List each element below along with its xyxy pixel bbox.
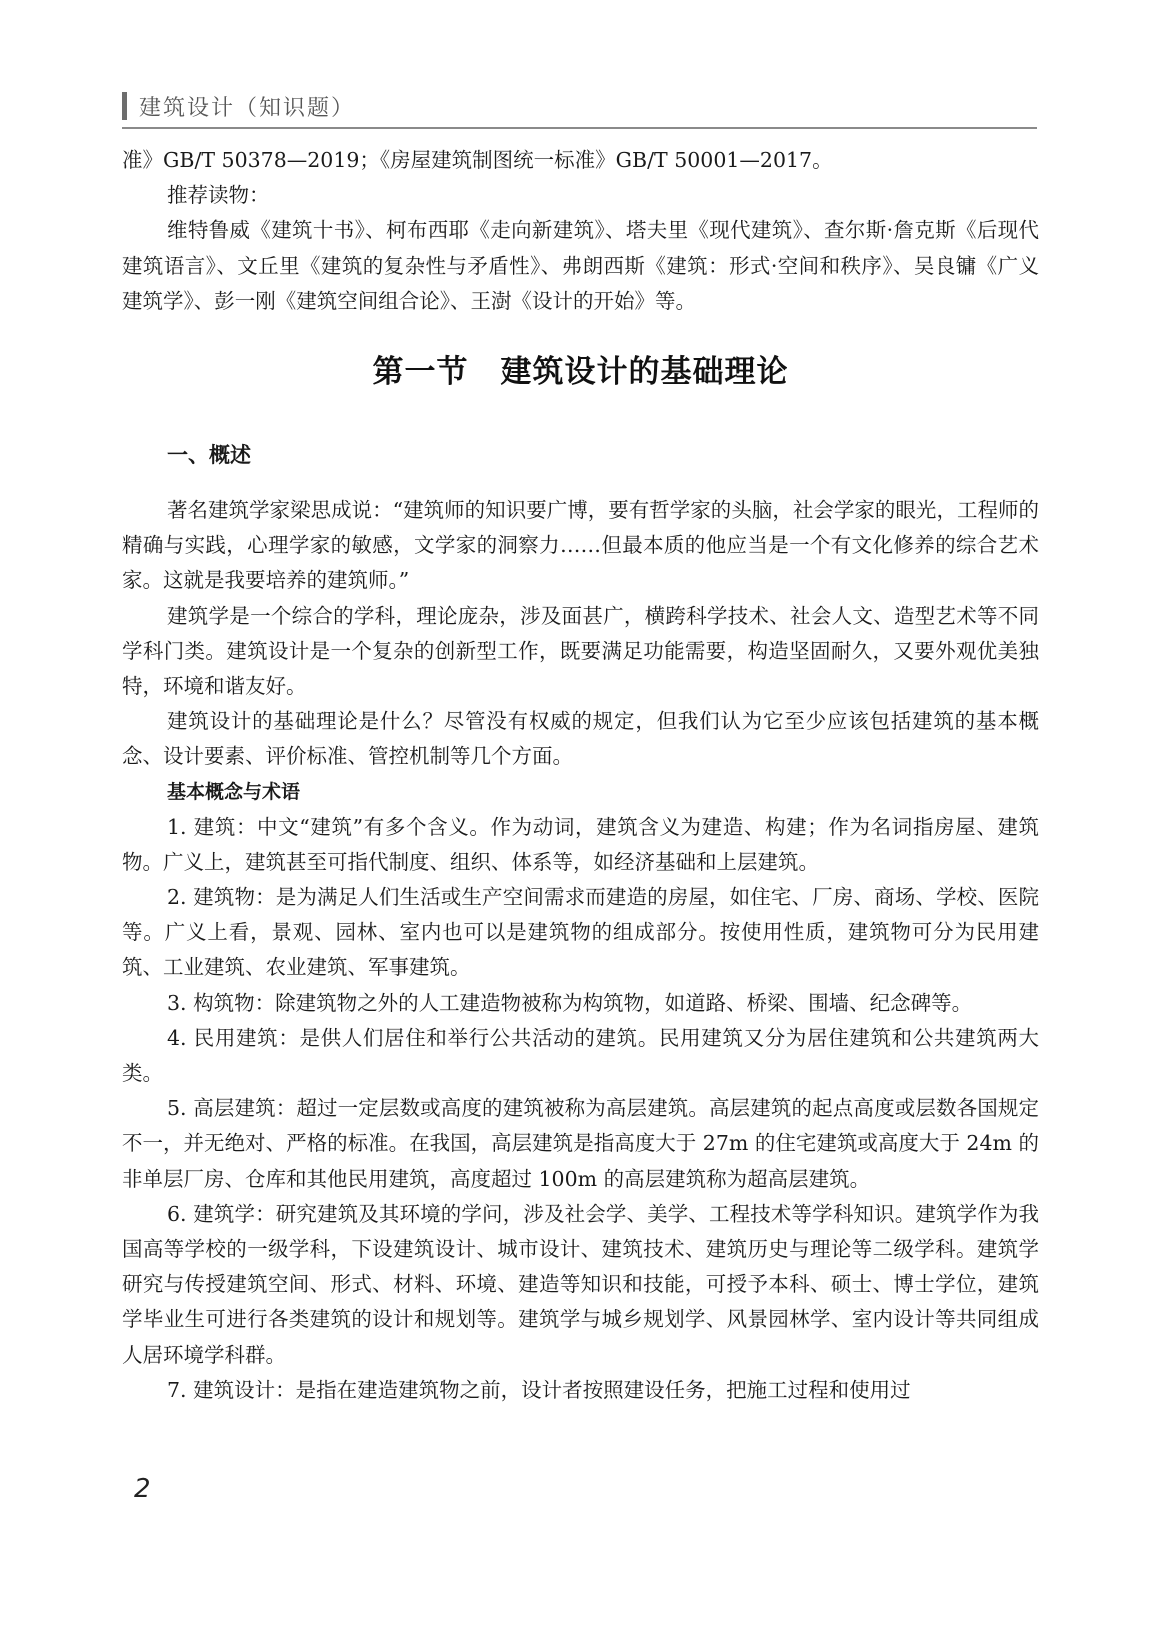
header-bar: [122, 92, 127, 120]
running-header: [122, 91, 355, 121]
overview-paragraph: 建筑设计的基础理论是什么？尽管没有权威的规定，但我们认为它至少应该包括建筑的基本概念、设计要素、评价标准、管控机制等几个方面。: [122, 709, 1039, 769]
page-content: [122, 143, 1039, 1408]
section-number: 第一节: [372, 354, 469, 391]
overview-paragraph: 建筑学是一个综合的学科，理论庞杂，涉及面甚广，横跨科学技术、社会人文、造型艺术等不同学科门类。建筑设计是一个复杂的创新型工作，既要满足功能需要，构造坚固耐久，又要外观优美独特，环境和谐友好。: [122, 603, 1039, 699]
terms-heading: 基本概念与术语: [167, 780, 301, 803]
paragraph-recommended-books: 维特鲁威《建筑十书》、柯布西耶《走向新建筑》、塔夫里《现代建筑》、查尔斯·詹克斯《后现代建筑语言》、文丘里《建筑的复杂性与矛盾性》、弗朗西斯《建筑：形式·空间和秩序》、吴良镛《广义建筑学》、彭一刚《建筑空间组合论》、王澍《设计的开始》等。: [122, 218, 1039, 313]
subsection-title: 一、概述: [167, 443, 251, 468]
section-title: [122, 347, 1039, 397]
term-item: 6. 建筑学：研究建筑及其环境的学问，涉及社会学、美学、工程技术等学科知识。建筑学作为我国高等学校的一级学科，下设建筑设计、城市设计、建筑技术、建筑历史与理论等二级学科。建筑学研究与传授建筑空间、形式、材料、环境、建造等知识和技能，可授予本科、硕士、博士学位，建筑学毕业生可进行各类建筑的设计和规划等。建筑学与城乡规划学、风景园林学、室内设计等共同组成人居环境学科群。: [122, 1201, 1039, 1367]
header-title: 建筑设计（知识题）: [139, 95, 356, 121]
page-number: 2: [134, 1474, 151, 1504]
term-item: 4. 民用建筑：是供人们居住和举行公共活动的建筑。民用建筑又分为居住建筑和公共建筑两大类。: [122, 1025, 1039, 1086]
term-item: 3. 构筑物：除建筑物之外的人工建造物被称为构筑物，如道路、桥梁、围墙、纪念碑等。: [167, 990, 973, 1015]
term-item: 2. 建筑物：是为满足人们生活或生产空间需求而建造的房屋，如住宅、厂房、商场、学校、医院等。广义上看，景观、园林、室内也可以是建筑物的组成部分。按使用性质，建筑物可分为民用建筑、工业建筑、农业建筑、军事建筑。: [122, 885, 1039, 980]
overview-paragraph: 著名建筑学家梁思成说：“建筑师的知识要广博，要有哲学家的头脑，社会学家的眼光，工程师的精确与实践，心理学家的敏感，文学家的洞察力……但最本质的他应当是一个有文化修养的综合艺术家。这就是我要培养的建筑师。”: [122, 498, 1039, 593]
term-item: 5. 高层建筑：超过一定层数或高度的建筑被称为高层建筑。高层建筑的起点高度或层数各国规定不一，并无绝对、严格的标准。在我国，高层建筑是指高度大于 27m 的住宅建筑或高度大于 24m 的非单层厂房、仓库和其他民用建筑，高度超过 100m 的高层建筑称为超高层建筑。: [122, 1096, 1039, 1191]
section-name: 建筑设计的基础理论: [500, 354, 789, 391]
term-item: 7. 建筑设计：是指在建造建筑物之前，设计者按照建设任务，把施工过程和使用过: [167, 1377, 911, 1402]
term-item: 1. 建筑：中文“建筑”有多个含义。作为动词，建筑含义为建造、构建；作为名词指房屋、建筑物。广义上，建筑甚至可指代制度、组织、体系等，如经济基础和上层建筑。: [122, 814, 1039, 874]
paragraph-standards-continued: 准》GB/T 50378—2019；《房屋建筑制图统一标准》GB/T 50001—2017。: [122, 148, 833, 172]
paragraph-recommended-label: 推荐读物：: [167, 183, 270, 208]
header-rule: [122, 127, 1037, 129]
